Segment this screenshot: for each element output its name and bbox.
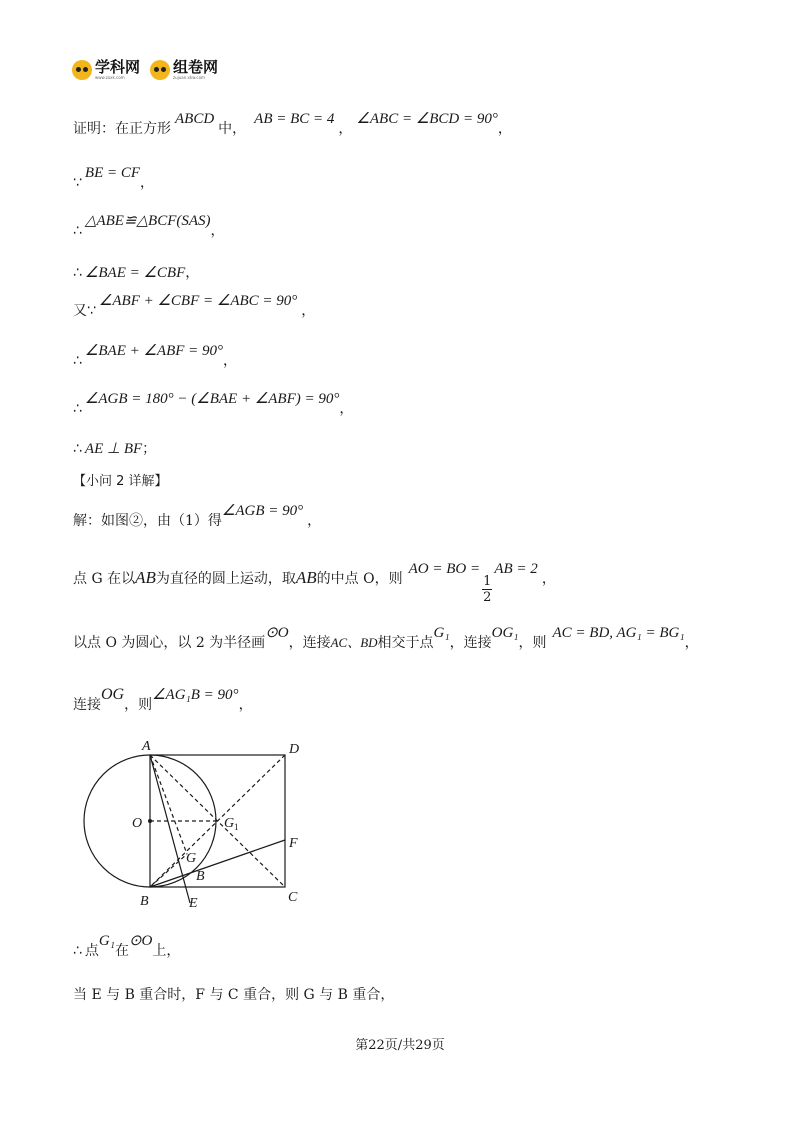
label-a: A (142, 739, 151, 754)
proof-line-2: ∵ BE = CF ， (73, 165, 155, 191)
solution-line-4: 连接 OG ，则 ∠AG₁B = 90° ， (73, 686, 253, 713)
center-point-o (148, 819, 152, 823)
geometry-figure (80, 735, 320, 914)
section-heading: 【小问 2 详解】 (73, 474, 168, 489)
proof-line-5: 又 ∵ ∠ABF + ∠CBF = ∠ABC = 90° ， (73, 293, 316, 319)
logo-text: 组卷网 (173, 58, 219, 76)
proof-line-3: ∴ △ABE≌△BCF(SAS) ， (73, 213, 225, 239)
owl-icon (150, 60, 170, 80)
label-c: C (288, 890, 298, 905)
label-e: E (189, 896, 198, 910)
proof-line-6: ∴ ∠BAE + ∠ABF = 90° ， (73, 343, 238, 369)
solution-line-2: 点 G 在以 AB 为直径的圆上运动，取 AB 的中点 O，则 AO = BO = $\frac{1}{2}$ AB = 2 ， (73, 561, 556, 605)
segment-ag (150, 755, 187, 854)
xuekewang-logo (72, 60, 140, 80)
label-d: D (289, 742, 300, 757)
label-g1: G (224, 816, 235, 831)
zujuanwang-logo (150, 60, 218, 80)
label-g: G (186, 851, 197, 866)
solution-line-6: 当 E 与 B 重合时，F 与 C 重合，则 G 与 B 重合， (73, 987, 395, 1003)
label-f: F (289, 836, 298, 851)
owl-icon (72, 60, 92, 80)
label-o: O (132, 816, 143, 831)
proof-line-4: ∴ ∠BAE = ∠CBF ， (73, 265, 200, 281)
logo-text: 学科网 (95, 58, 141, 76)
fraction-one-half: $\frac{1}{2}$ (483, 574, 492, 605)
label-b: B (140, 894, 149, 909)
logo-subtext: zujuan.xkw.com (173, 75, 205, 80)
label-g1-subscript: 1 (234, 822, 239, 832)
page-number: 第22页/共29页 (355, 1038, 445, 1053)
solution-line-1: 解：如图②，由（1）得 ∠AGB = 90° ， (73, 503, 322, 529)
segment-ae (150, 755, 190, 903)
segment-bf (150, 840, 285, 887)
header-logo (72, 60, 218, 80)
proof-line-7: ∴ ∠AGB = 180° − (∠BAE + ∠ABF) = 90° ， (73, 391, 354, 417)
proof-line-1: 证明：在正方形 ABCD 中， AB = BC = 4 ， ∠ABC = ∠BCD = 90° ， (73, 111, 512, 137)
logo-subtext: www.zxxk.com (95, 75, 125, 80)
square-circle-diagram (80, 735, 320, 910)
proof-line-8: ∴ AE ⊥ BF ； (73, 441, 157, 457)
solution-line-3: 以点 O 为圆心，以 2 为半径画 ⊙O ，连接 AC、BD 相交于点 G₁ ，连接 OG₁ ，则 AC = BD, AG₁ = BG₁ ， (73, 625, 699, 651)
solution-line-5: ∴ 点 G₁ 在 ⊙O 上， (73, 933, 181, 959)
label-b-inner: B (196, 869, 205, 884)
